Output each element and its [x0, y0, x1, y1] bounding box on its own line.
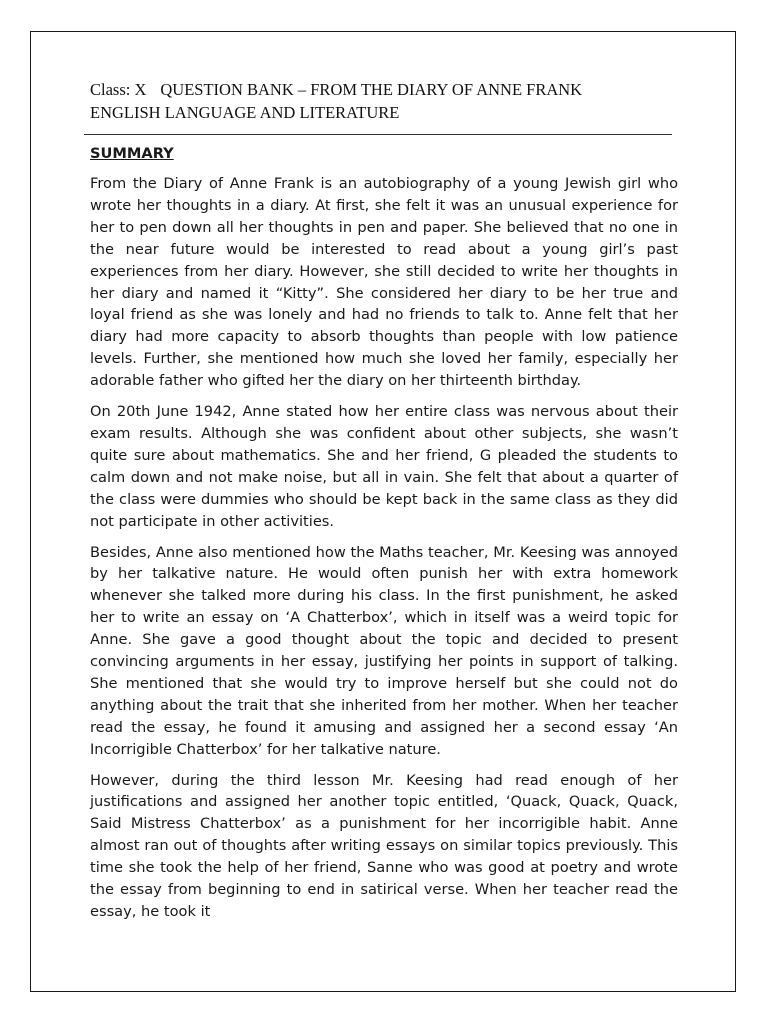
header-line-1: [90, 78, 690, 101]
summary-paragraph-1: From the Diary of Anne Frank is an autobiography of a young Jewish girl who wrote her thoughts in a diary. At first, she felt it was an unusual experience for her to pen down all her thoughts in pen and paper. She believed that no one in the near future would be interested to read about a young girl’s past experiences from her diary. However, she still decided to write her thoughts in her diary and named it “Kitty”. She considered her diary to be her true and loyal friend as she was lonely and had no friends to talk to. Anne felt that her diary had more capacity to absorb thoughts than people with low patience levels. Further, she mentioned how much she loved her family, especially her adorable father who gifted her the diary on her thirteenth birthday.: [90, 175, 678, 390]
class-label: Class: X: [90, 80, 147, 99]
document-body: [90, 144, 678, 932]
document-header: [90, 78, 690, 124]
subject-title: ENGLISH LANGUAGE AND LITERATURE: [90, 103, 400, 122]
summary-paragraph-4: However, during the third lesson Mr. Keesing had read enough of her justifications and assigned her another topic entitled, ‘Quack, Quack, Quack, Said Mistress Chatterbox’ as a punishment for her incorrigible habit. Anne almost ran out of thoughts after writing essays on similar topics previously. This time she took the help of her friend, Sanne who was good at poetry and wrote the essay from beginning to end in satirical verse. When her teacher read the essay, he took it: [90, 771, 678, 920]
summary-paragraph-2: On 20th June 1942, Anne stated how her entire class was nervous about their exam results. Although she was confident about other subjects, she wasn’t quite sure about mathematics. She and her friend, G pleaded the students to calm down and not make noise, but all in vain. She felt that about a quarter of the class were dummies who should be kept back in the same class as they did not participate in other activities.: [90, 403, 678, 530]
summary-heading: SUMMARY: [90, 145, 174, 162]
summary-paragraph-3: Besides, Anne also mentioned how the Maths teacher, Mr. Keesing was annoyed by her talkative nature. He would often punish her with extra homework whenever she talked more during his class. In the first punishment, he asked her to write an essay on ‘A Chatterbox’, which in itself was a weird topic for Anne. She gave a good thought about the topic and decided to present convincing arguments in her essay, justifying her points in support of talking. She mentioned that she would try to improve herself but she could not do anything about the trait that she inherited from her mother. When her teacher read the essay, he found it amusing and assigned her a second essay ‘An Incorrigible Chatterbox’ for her talkative nature.: [90, 543, 678, 758]
header-divider: [84, 134, 672, 135]
document-title: QUESTION BANK – FROM THE DIARY OF ANNE FRANK: [160, 80, 583, 99]
